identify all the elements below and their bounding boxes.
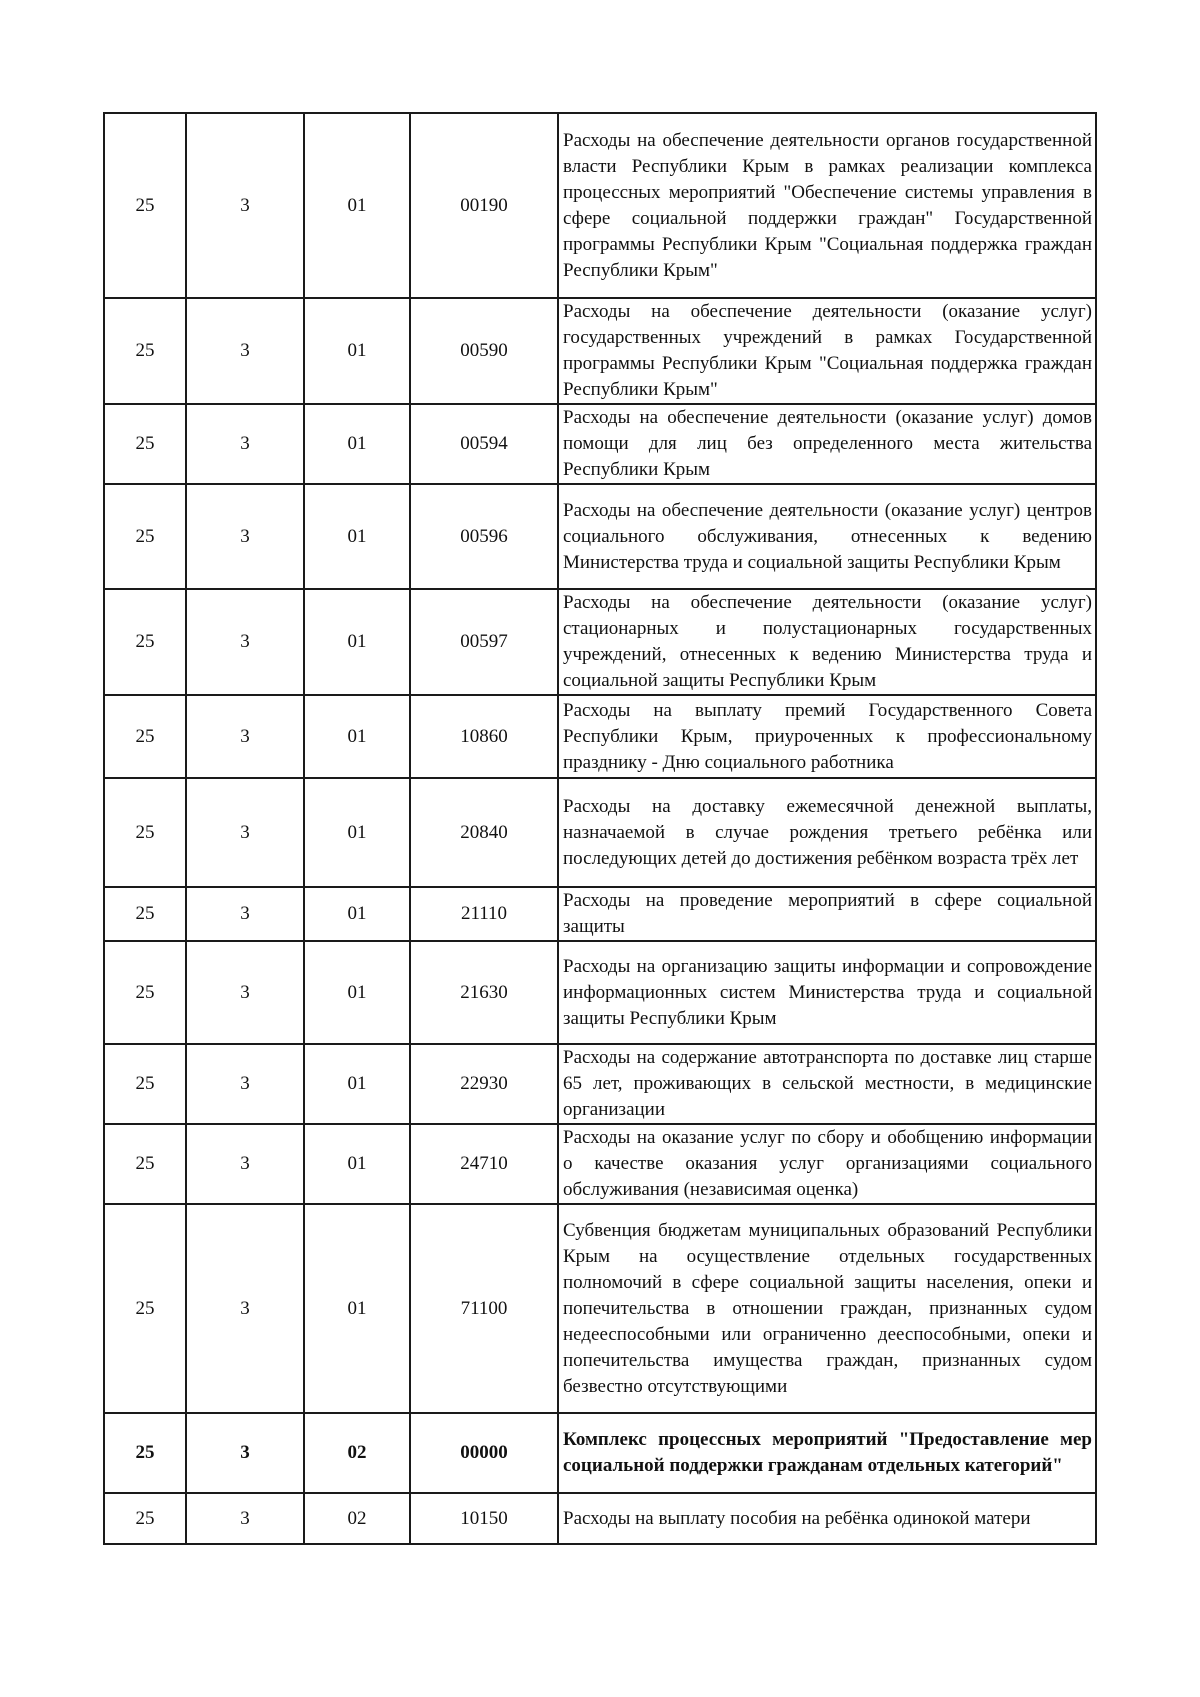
subprogram-code-cell: 3 (186, 404, 304, 484)
subprogram-code-cell: 3 (186, 1124, 304, 1204)
direction-code-cell: 10150 (410, 1493, 558, 1544)
direction-code-cell: 24710 (410, 1124, 558, 1204)
complex-code-cell: 01 (304, 1044, 410, 1124)
description-cell: Расходы на обеспечение деятельности (оказание услуг) центров социального обслуживания, отнесенных к ведению Министерства труда и социальной защиты Республики Крым (558, 484, 1096, 589)
complex-code-cell: 01 (304, 887, 410, 941)
table-row (104, 113, 1096, 298)
complex-code-cell: 02 (304, 1493, 410, 1544)
description-cell: Расходы на содержание автотранспорта по доставке лиц старше 65 лет, проживающих в сельской местности, в медицинские организации (558, 1044, 1096, 1124)
program-code-cell: 25 (104, 1204, 186, 1413)
subprogram-code-cell: 3 (186, 484, 304, 589)
direction-code-cell: 20840 (410, 778, 558, 887)
description-cell: Расходы на обеспечение деятельности (оказание услуг) стационарных и полустационарных государственных учреждений, отнесенных к ведению Министерства труда и социальной защиты Республики Крым (558, 589, 1096, 695)
table-row (104, 1204, 1096, 1413)
direction-code-cell: 00596 (410, 484, 558, 589)
description-cell: Расходы на доставку ежемесячной денежной выплаты, назначаемой в случае рождения третьего ребёнка или последующих детей до достижения ребёнком возраста трёх лет (558, 778, 1096, 887)
program-code-cell: 25 (104, 484, 186, 589)
subprogram-code-cell: 3 (186, 695, 304, 778)
complex-code-cell: 01 (304, 589, 410, 695)
subprogram-code-cell: 3 (186, 1204, 304, 1413)
subprogram-code-cell: 3 (186, 298, 304, 404)
complex-code-cell: 01 (304, 941, 410, 1044)
table-row (104, 1493, 1096, 1544)
table-row (104, 695, 1096, 778)
description-cell: Расходы на организацию защиты информации и сопровождение информационных систем Министерства труда и социальной защиты Республики Крым (558, 941, 1096, 1044)
program-code-cell: 25 (104, 887, 186, 941)
direction-code-cell: 21110 (410, 887, 558, 941)
complex-code-cell: 01 (304, 484, 410, 589)
program-code-cell: 25 (104, 1493, 186, 1544)
subprogram-code-cell: 3 (186, 589, 304, 695)
complex-code-cell: 01 (304, 695, 410, 778)
program-code-cell: 25 (104, 695, 186, 778)
program-code-cell: 25 (104, 298, 186, 404)
table-row-section-header (104, 1413, 1096, 1493)
direction-code-cell: 22930 (410, 1044, 558, 1124)
description-cell: Расходы на выплату пособия на ребёнка одинокой матери (558, 1493, 1096, 1544)
program-code-cell: 25 (104, 1413, 186, 1493)
table-row (104, 1044, 1096, 1124)
subprogram-code-cell: 3 (186, 1493, 304, 1544)
direction-code-cell: 21630 (410, 941, 558, 1044)
complex-code-cell: 01 (304, 778, 410, 887)
complex-code-cell: 01 (304, 1204, 410, 1413)
complex-code-cell: 01 (304, 113, 410, 298)
table-row (104, 404, 1096, 484)
direction-code-cell: 10860 (410, 695, 558, 778)
description-cell: Расходы на проведение мероприятий в сфере социальной защиты (558, 887, 1096, 941)
subprogram-code-cell: 3 (186, 887, 304, 941)
subprogram-code-cell: 3 (186, 778, 304, 887)
description-cell: Расходы на выплату премий Государственного Совета Республики Крым, приуроченных к профессиональному празднику - Дню социального работника (558, 695, 1096, 778)
description-cell: Расходы на обеспечение деятельности (оказание услуг) государственных учреждений в рамках Государственной программы Республики Крым "Социальная поддержка граждан Республики Крым" (558, 298, 1096, 404)
complex-code-cell: 01 (304, 404, 410, 484)
direction-code-cell: 00190 (410, 113, 558, 298)
table-row (104, 1124, 1096, 1204)
program-code-cell: 25 (104, 404, 186, 484)
table-row (104, 887, 1096, 941)
subprogram-code-cell: 3 (186, 941, 304, 1044)
table-row (104, 941, 1096, 1044)
subprogram-code-cell: 3 (186, 1044, 304, 1124)
direction-code-cell: 00590 (410, 298, 558, 404)
complex-code-cell: 01 (304, 298, 410, 404)
subprogram-code-cell: 3 (186, 113, 304, 298)
direction-code-cell: 00000 (410, 1413, 558, 1493)
direction-code-cell: 00597 (410, 589, 558, 695)
complex-code-cell: 01 (304, 1124, 410, 1204)
table-row (104, 589, 1096, 695)
program-code-cell: 25 (104, 778, 186, 887)
program-code-cell: 25 (104, 941, 186, 1044)
table-row (104, 778, 1096, 887)
program-code-cell: 25 (104, 1124, 186, 1204)
program-code-cell: 25 (104, 113, 186, 298)
table-row (104, 484, 1096, 589)
direction-code-cell: 71100 (410, 1204, 558, 1413)
program-code-cell: 25 (104, 1044, 186, 1124)
direction-code-cell: 00594 (410, 404, 558, 484)
budget-classification-table (103, 112, 1097, 1545)
subprogram-code-cell: 3 (186, 1413, 304, 1493)
table-row (104, 298, 1096, 404)
program-code-cell: 25 (104, 589, 186, 695)
description-cell: Расходы на обеспечение деятельности органов государственной власти Республики Крым в рамках реализации комплекса процессных мероприятий "Обеспечение системы управления в сфере социальной поддержки граждан" Государственной программы Республики Крым "Социальная поддержка граждан Республики Крым" (558, 113, 1096, 298)
description-cell: Расходы на обеспечение деятельности (оказание услуг) домов помощи для лиц без определенного места жительства Республики Крым (558, 404, 1096, 484)
description-cell: Расходы на оказание услуг по сбору и обобщению информации о качестве оказания услуг организациями социального обслуживания (независимая оценка) (558, 1124, 1096, 1204)
complex-code-cell: 02 (304, 1413, 410, 1493)
description-cell: Комплекс процессных мероприятий "Предоставление мер социальной поддержки гражданам отдельных категорий" (558, 1413, 1096, 1493)
description-cell: Субвенция бюджетам муниципальных образований Республики Крым на осуществление отдельных государственных полномочий в сфере социальной защиты населения, опеки и попечительства в отношении граждан, признанных судом недееспособными или ограниченно дееспособными, опеки и попечительства имущества граждан, признанных судом безвестно отсутствующими (558, 1204, 1096, 1413)
